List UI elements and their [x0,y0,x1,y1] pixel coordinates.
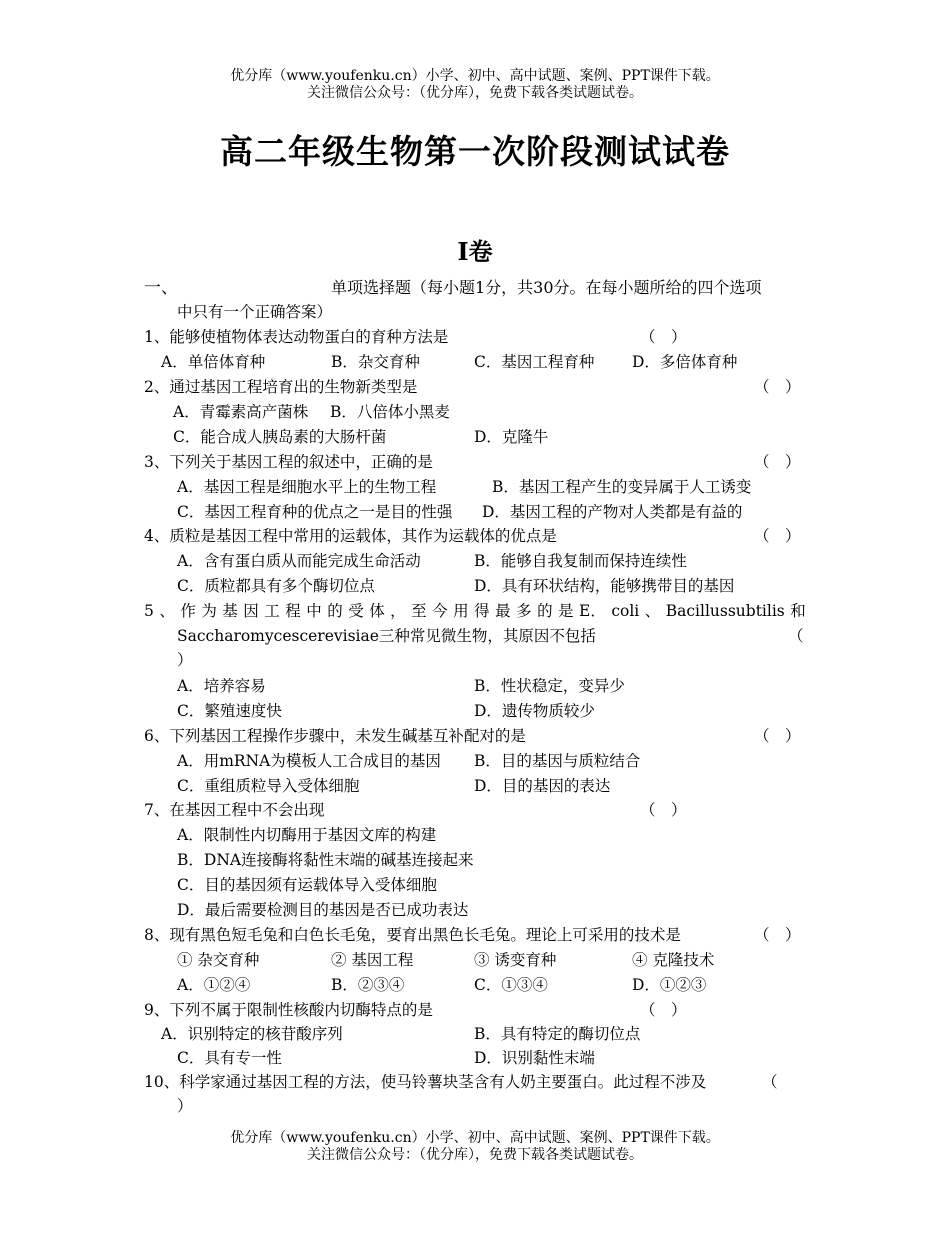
q5-word: 的 [537,602,553,620]
q5-word: 至 [411,602,427,620]
q2-option-d: D．克隆牛 [474,428,549,446]
q5-option-a: A．培养容易 [177,677,266,695]
question-2-stem: 2、通过基因工程培育出的生物新类型是 [144,378,418,396]
q3-option-a: A．基因工程是细胞水平上的生物工程 [177,478,437,496]
q5-word: 和 [790,602,806,620]
question-10-stem: 10、科学家通过基因工程的方法，使马铃薯块茎含有人奶主要蛋白。此过程不涉及 [144,1073,707,1091]
q5-option-b: B．性状稳定，变异少 [474,677,625,695]
q1-option-c: C．基因工程育种 [474,353,595,371]
answer-bracket: （ ） [754,727,801,745]
q9-option-d: D．识别黏性末端 [474,1049,595,1067]
q8-choice-1: ① 杂交育种 [177,951,260,969]
q1-option-d: D．多倍体育种 [632,353,738,371]
q1-option-b: B．杂交育种 [331,353,420,371]
q2-option-c: C．能合成人胰岛素的大肠杆菌 [173,428,387,446]
q5-option-c: C．繁殖速度快 [177,702,282,720]
answer-bracket: （ ） [640,801,687,819]
q5-word: 基 [222,602,238,620]
q5-word: 、 [159,602,175,620]
q5-word: 为 [201,602,217,620]
section-heading: 单项选择题（每小题1分，共30分。在每小题所给的四个选项 [331,278,762,297]
q2-option-b: B．八倍体小黑麦 [330,403,450,421]
question-3-stem: 3、下列关于基因工程的叙述中，正确的是 [144,453,433,471]
q5-word: 最 [495,602,511,620]
question-6-stem: 6、下列基因工程操作步骤中，未发生碱基互补配对的是 [144,727,526,745]
question-5-stem [144,601,806,621]
question-9-stem: 9、下列不属于限制性核酸内切酶特点的是 [144,1001,433,1019]
question-5-stem-cont: Saccharomycescerevisiae三种常见微生物，其原因不包括 [177,627,596,645]
q4-option-a: A．含有蛋白质从而能完成生命活动 [177,552,421,570]
q8-option-c: C．①③④ [474,976,548,994]
question-1-stem: 1、能够使植物体表达动物蛋白的育种方法是 [144,328,449,346]
q9-option-b: B．具有特定的酶切位点 [474,1025,641,1043]
q5-word: 5 [144,602,154,620]
question-8-stem: 8、现有黑色短毛兔和白色长毛兔，要育出黑色长毛兔。理论上可采用的技术是 [144,926,681,944]
q8-option-b: B．②③④ [331,976,405,994]
q3-option-c: C．基因工程育种的优点之一是目的性强 [177,503,453,521]
answer-bracket: （ ） [640,328,687,346]
answer-bracket: （ ） [640,1001,687,1019]
question-4-stem: 4、质粒是基因工程中常用的运载体，其作为运载体的优点是 [144,527,557,545]
q5-bracket-close: ） [177,651,193,669]
q7-option-d: D．最后需要检测目的基因是否已成功表达 [177,901,469,919]
q9-option-a: A．识别特定的核苷酸序列 [161,1025,343,1043]
q5-word: 程 [285,602,301,620]
q8-choice-3: ③ 诱变育种 [474,951,557,969]
section-number: 一、 [144,278,178,298]
q8-option-a: A．①②④ [177,976,251,994]
q5-word: 得 [474,602,490,620]
q3-option-b: B．基因工程产生的变异属于人工诱变 [492,478,752,496]
answer-bracket: （ ） [754,527,801,545]
q5-word: 的 [327,602,343,620]
q10-bracket-open: （ [762,1073,778,1091]
q5-word: ， [390,602,406,620]
q5-word: 体 [369,602,385,620]
page-footer [0,1130,950,1164]
q5-word: 受 [348,602,364,620]
section-heading-cont: 中只有一个正确答案） [177,303,333,321]
q6-option-d: D．目的基因的表达 [474,777,611,795]
footer-line-1: 优分库（www.youfenku.cn）小学、初中、高中试题、案例、PPT课件下载。 [230,1130,720,1146]
q5-word: 作 [180,602,196,620]
q5-word: coli [611,602,640,620]
q7-option-c: C．目的基因须有运载体导入受体细胞 [177,876,437,894]
q5-word: 中 [306,602,322,620]
q9-option-c: C．具有专一性 [177,1049,282,1067]
header-line-2: 关注微信公众号：（优分库），免费下载各类试题试卷。 [307,85,643,101]
q3-option-d: D．基因工程的产物对人类都是有益的 [482,503,743,521]
q5-word: 多 [516,602,532,620]
footer-line-2: 关注微信公众号：（优分库），免费下载各类试题试卷。 [307,1147,643,1163]
q6-option-b: B．目的基因与质粒结合 [474,752,641,770]
header-line-1: 优分库（www.youfenku.cn）小学、初中、高中试题、案例、PPT课件下载。 [230,68,720,84]
q8-choice-4: ④ 克隆技术 [632,951,715,969]
q7-option-b: B．DNA连接酶将黏性末端的碱基连接起来 [177,851,474,869]
answer-bracket: （ ） [754,926,801,944]
q4-option-d: D．具有环状结构，能够携带目的基因 [474,577,735,595]
page-header [0,68,950,102]
q6-option-c: C．重组质粒导入受体细胞 [177,777,360,795]
q5-word: 是 [558,602,574,620]
volume-heading: I卷 [457,237,493,266]
q4-option-c: C．质粒都具有多个酶切位点 [177,577,375,595]
q5-word: Bacillussubtilis [665,602,785,620]
q5-bracket-open: （ [788,627,804,645]
q7-option-a: A．限制性内切酶用于基因文库的构建 [177,826,437,844]
q5-word: 因 [243,602,259,620]
q8-option-d: D．①②③ [632,976,707,994]
q5-word: E． [579,602,606,620]
question-7-stem: 7、在基因工程中不会出现 [144,801,325,819]
q2-option-a: A．青霉素高产菌株 [173,403,309,421]
q8-choice-2: ② 基因工程 [331,951,414,969]
answer-bracket: （ ） [754,453,801,471]
q5-word: 工 [264,602,280,620]
q6-option-a: A．用mRNA为模板人工合成目的基因 [177,752,441,770]
page-title: 高二年级生物第一次阶段测试试卷 [220,132,730,171]
q10-bracket-close: ） [177,1097,193,1115]
q5-word: 、 [644,602,661,620]
answer-bracket: （ ） [754,378,801,396]
q5-option-d: D．遗传物质较少 [474,702,595,720]
q1-option-a: A．单倍体育种 [161,353,266,371]
q4-option-b: B．能够自我复制而保持连续性 [474,552,687,570]
q5-word: 今 [432,602,448,620]
q5-word: 用 [453,602,469,620]
